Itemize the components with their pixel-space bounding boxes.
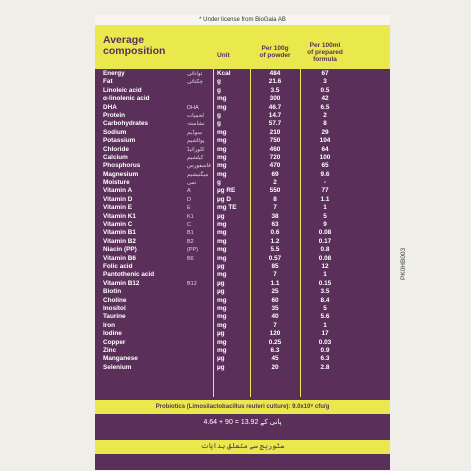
- nutrient-urdu: لحمیات: [187, 112, 204, 119]
- table-row: [95, 162, 390, 170]
- nutrient-name: Fat: [103, 78, 113, 86]
- table-row: [95, 104, 390, 112]
- nutrient-name: Vitamin B12: [103, 279, 140, 287]
- nutrient-name: Vitamin K1: [103, 212, 136, 220]
- value-per-100g: 85: [271, 262, 279, 270]
- nutrient-urdu: نمی: [187, 180, 197, 187]
- nutrient-unit: mg: [217, 246, 227, 254]
- nutrient-unit: µg: [217, 288, 225, 296]
- value-per-100ml: 1: [323, 321, 327, 329]
- table-row: [95, 70, 390, 78]
- nutrient-name: Linoleic acid: [103, 86, 142, 94]
- nutrient-urdu: سوڈیم: [187, 129, 203, 136]
- table-row: [95, 246, 390, 254]
- value-per-100ml: 9.6: [320, 170, 330, 178]
- nutrient-urdu: B2: [187, 238, 194, 245]
- nutrient-name: α-linolenic acid: [103, 95, 150, 103]
- nutrient-name: Iodine: [103, 330, 122, 338]
- value-per-100ml: 3.5: [320, 288, 330, 296]
- unit-header: Unit: [217, 52, 230, 59]
- per100g-header: Per 100g of powder: [259, 45, 291, 59]
- table-row: [95, 297, 390, 305]
- nutrient-name: Niacin (PP): [103, 246, 137, 254]
- nutrient-urdu: B12: [187, 280, 197, 287]
- nutrient-name: Carbohydrates: [103, 120, 149, 128]
- value-per-100ml: 0.8: [320, 246, 330, 254]
- nutrient-urdu: (PP): [187, 247, 198, 254]
- value-per-100ml: 0.17: [318, 237, 332, 245]
- nutrient-unit: g: [217, 120, 221, 128]
- value-per-100ml: 3: [323, 78, 327, 86]
- value-per-100ml: 0.5: [320, 86, 330, 94]
- nutrient-urdu: E: [187, 205, 191, 212]
- nutrient-unit: µg: [217, 363, 225, 371]
- value-per-100g: 750: [269, 137, 281, 145]
- value-per-100g: 38: [271, 212, 279, 220]
- nutrient-unit: µg: [217, 330, 225, 338]
- value-per-100g: 120: [269, 330, 281, 338]
- nutrient-name: Manganese: [103, 355, 138, 363]
- nutrient-unit: µg D: [217, 195, 231, 203]
- nutrient-unit: mg: [217, 229, 227, 237]
- value-per-100g: 0.25: [268, 338, 282, 346]
- value-per-100g: 60: [271, 296, 279, 304]
- nutrient-unit: µg: [217, 279, 225, 287]
- nutrient-unit: mg: [217, 95, 227, 103]
- value-per-100ml: 0.03: [318, 338, 332, 346]
- nutrient-unit: Kcal: [217, 70, 231, 77]
- value-per-100g: 3.5: [270, 86, 280, 94]
- nutrient-unit: mg TE: [217, 204, 237, 212]
- nutrient-urdu: کلورائیڈ: [187, 146, 205, 153]
- nutrient-unit: mg: [217, 103, 227, 111]
- value-per-100ml: 67: [321, 70, 329, 77]
- value-per-100g: 6.3: [270, 346, 280, 354]
- nutrient-unit: µg: [217, 212, 225, 220]
- per100ml-header: Per 100ml of prepared formula: [307, 42, 343, 63]
- table-row: [95, 347, 390, 355]
- value-per-100ml: 77: [321, 187, 329, 195]
- table-row: [95, 120, 390, 128]
- nutrient-name: Vitamin B6: [103, 254, 136, 262]
- license-note: * Under license from BioGaia AB: [95, 15, 390, 25]
- value-per-100g: 69: [271, 170, 279, 178]
- value-per-100g: 46.7: [268, 103, 282, 111]
- value-per-100g: 300: [269, 95, 281, 103]
- value-per-100g: 7: [273, 271, 277, 279]
- table-row: [95, 339, 390, 347]
- nutrient-name: Choline: [103, 296, 127, 304]
- value-per-100ml: 0.08: [318, 254, 332, 262]
- nutrient-name: Potassium: [103, 137, 136, 145]
- table-row: [95, 137, 390, 145]
- nutrient-unit: mg: [217, 346, 227, 354]
- value-per-100g: 5.5: [270, 246, 280, 254]
- nutrient-unit: mg: [217, 145, 227, 153]
- value-per-100ml: 64: [321, 145, 329, 153]
- table-row: [95, 305, 390, 313]
- table-row: [95, 204, 390, 212]
- value-per-100g: 14.7: [268, 111, 282, 119]
- value-per-100g: 57.7: [268, 120, 282, 128]
- nutrient-urdu: B1: [187, 230, 194, 237]
- value-per-100g: 460: [269, 145, 281, 153]
- value-per-100g: 1.2: [270, 237, 280, 245]
- nutrient-name: Zinc: [103, 346, 117, 354]
- nutrient-unit: mg: [217, 128, 227, 136]
- value-per-100ml: 9: [323, 221, 327, 229]
- nutrient-unit: µg: [217, 262, 225, 270]
- table-row: [95, 280, 390, 288]
- table-row: [95, 271, 390, 279]
- table-row: [95, 78, 390, 86]
- nutrient-urdu: توانائی: [187, 71, 203, 77]
- nutrient-name: Vitamin D: [103, 195, 133, 203]
- value-per-100ml: 104: [319, 137, 331, 145]
- nutrient-name: Chloride: [103, 145, 129, 153]
- value-per-100ml: 42: [321, 95, 329, 103]
- table-row: [95, 112, 390, 120]
- nutrient-unit: mg: [217, 221, 227, 229]
- nutrient-name: Moisture: [103, 179, 130, 187]
- value-per-100ml: 2.8: [320, 363, 330, 371]
- table-row: [95, 255, 390, 263]
- nutrient-urdu: K1: [187, 213, 194, 220]
- nutrient-urdu: چکنائی: [187, 79, 203, 86]
- table-row: [95, 322, 390, 330]
- nutrient-unit: mg: [217, 137, 227, 145]
- nutrient-unit: g: [217, 78, 221, 86]
- value-per-100ml: 1: [323, 204, 327, 212]
- table-row: [95, 313, 390, 321]
- nutrient-urdu: C: [187, 222, 191, 229]
- value-per-100g: 20: [271, 363, 279, 371]
- table-row: [95, 146, 390, 154]
- value-per-100g: 25: [271, 288, 279, 296]
- nutrient-name: Taurine: [103, 313, 126, 321]
- nutrient-urdu: نشاستہ: [187, 121, 205, 128]
- nutrient-name: Biotin: [103, 288, 122, 296]
- value-per-100g: 7: [273, 204, 277, 212]
- value-per-100ml: 29: [321, 128, 329, 136]
- nutrient-unit: mg: [217, 237, 227, 245]
- nutrient-urdu: فاسفورس: [187, 163, 211, 170]
- table-row: [95, 129, 390, 137]
- nutrition-panel: [95, 15, 390, 470]
- table-header: [95, 25, 390, 69]
- nutrient-unit: mg: [217, 271, 227, 279]
- nutrient-table-body: [95, 70, 390, 372]
- value-per-100g: 470: [269, 162, 281, 170]
- table-row: [95, 213, 390, 221]
- probiotics-note: Probiotics (Limosilactobacillus reuteri culture): 9.0x10⁸ cfu/g: [95, 400, 390, 414]
- nutrient-name: Vitamin A: [103, 187, 133, 195]
- nutrient-unit: µg: [217, 355, 225, 363]
- nutrient-name: Iron: [103, 321, 116, 329]
- value-per-100g: 8: [273, 195, 277, 203]
- table-row: [95, 288, 390, 296]
- value-per-100ml: 6.3: [320, 355, 330, 363]
- nutrient-unit: mg: [217, 162, 227, 170]
- nutrient-name: Selenium: [103, 363, 132, 371]
- value-per-100ml: -: [323, 179, 327, 187]
- nutrient-unit: mg: [217, 153, 227, 161]
- nutrient-name: Vitamin E: [103, 204, 133, 212]
- table-row: [95, 263, 390, 271]
- nutrient-name: Vitamin B1: [103, 229, 136, 237]
- value-per-100ml: 0.08: [318, 229, 332, 237]
- nutrient-name: DHA: [103, 103, 117, 111]
- nutrient-urdu: DHA: [187, 104, 199, 111]
- nutrient-urdu: B6: [187, 255, 194, 262]
- value-per-100ml: 17: [321, 330, 329, 338]
- value-per-100ml: 1: [323, 271, 327, 279]
- value-per-100g: 21.6: [268, 78, 282, 86]
- nutrient-unit: mg: [217, 321, 227, 329]
- value-per-100g: 40: [271, 313, 279, 321]
- table-row: [95, 238, 390, 246]
- urdu-storage-footer: سٹوریج سے متعلق ہدایات: [95, 440, 390, 454]
- nutrient-unit: mg: [217, 338, 227, 346]
- nutrient-unit: mg: [217, 170, 227, 178]
- value-per-100ml: 8.4: [320, 296, 330, 304]
- nutrient-unit: g: [217, 86, 221, 94]
- value-per-100g: 7: [273, 321, 277, 329]
- table-row: [95, 229, 390, 237]
- nutrient-urdu: میگنیشیم: [187, 171, 209, 178]
- value-per-100ml: 5.6: [320, 313, 330, 321]
- nutrient-name: Pantothenic acid: [103, 271, 155, 279]
- urdu-preparation-note: پانی کے 13.92 = 90 + 4.64: [203, 419, 282, 426]
- value-per-100ml: 65: [321, 162, 329, 170]
- nutrient-unit: g: [217, 179, 221, 187]
- value-per-100g: 1.1: [270, 279, 280, 287]
- nutrient-name: Vitamin C: [103, 221, 133, 229]
- nutrient-urdu: A: [187, 188, 191, 195]
- value-per-100g: 45: [271, 355, 279, 363]
- nutrient-name: Phosphorus: [103, 162, 141, 170]
- table-row: [95, 171, 390, 179]
- value-per-100ml: 5: [323, 304, 327, 312]
- value-per-100ml: 5: [323, 212, 327, 220]
- nutrient-name: Copper: [103, 338, 126, 346]
- table-row: [95, 95, 390, 103]
- value-per-100g: 35: [271, 304, 279, 312]
- value-per-100ml: 100: [319, 153, 331, 161]
- nutrient-urdu: کیلشیم: [187, 154, 204, 161]
- nutrient-unit: µg RE: [217, 187, 236, 195]
- nutrient-name: Magnesium: [103, 170, 139, 178]
- value-per-100g: 63: [271, 221, 279, 229]
- table-row: [95, 154, 390, 162]
- nutrient-urdu: پوٹاشیم: [187, 138, 205, 145]
- value-per-100ml: 12: [321, 262, 329, 270]
- value-per-100ml: 2: [323, 111, 327, 119]
- table-row: [95, 330, 390, 338]
- nutrient-unit: mg: [217, 304, 227, 312]
- table-row: [95, 179, 390, 187]
- value-per-100g: 0.57: [268, 254, 282, 262]
- nutrient-name: Protein: [103, 111, 126, 119]
- value-per-100ml: 1.1: [320, 195, 330, 203]
- nutrient-urdu: D: [187, 196, 191, 203]
- table-row: [95, 87, 390, 95]
- nutrient-unit: mg: [217, 313, 227, 321]
- value-per-100g: 550: [269, 187, 281, 195]
- nutrient-name: Calcium: [103, 153, 128, 161]
- value-per-100g: 2: [273, 179, 277, 187]
- product-code: PK0HB003: [400, 247, 407, 280]
- value-per-100ml: 0.15: [318, 279, 332, 287]
- value-per-100g: 484: [269, 70, 281, 77]
- nutrient-name: Sodium: [103, 128, 127, 136]
- table-row: [95, 187, 390, 195]
- table-row: [95, 196, 390, 204]
- table-row: [95, 355, 390, 363]
- value-per-100g: 210: [269, 128, 281, 136]
- value-per-100ml: 8: [323, 120, 327, 128]
- nutrient-unit: mg: [217, 254, 227, 262]
- value-per-100ml: 0.9: [320, 346, 330, 354]
- value-per-100g: 0.6: [270, 229, 280, 237]
- value-per-100g: 720: [269, 153, 281, 161]
- nutrient-name: Vitamin B2: [103, 237, 136, 245]
- nutrient-unit: mg: [217, 296, 227, 304]
- value-per-100ml: 6.5: [320, 103, 330, 111]
- table-row: [95, 221, 390, 229]
- nutrient-name: Energy: [103, 70, 125, 77]
- table-row: [95, 364, 390, 372]
- nutrient-name: Inositol: [103, 304, 126, 312]
- table-title: Average composition: [103, 34, 166, 57]
- nutrient-unit: g: [217, 111, 221, 119]
- nutrient-name: Folic acid: [103, 262, 133, 270]
